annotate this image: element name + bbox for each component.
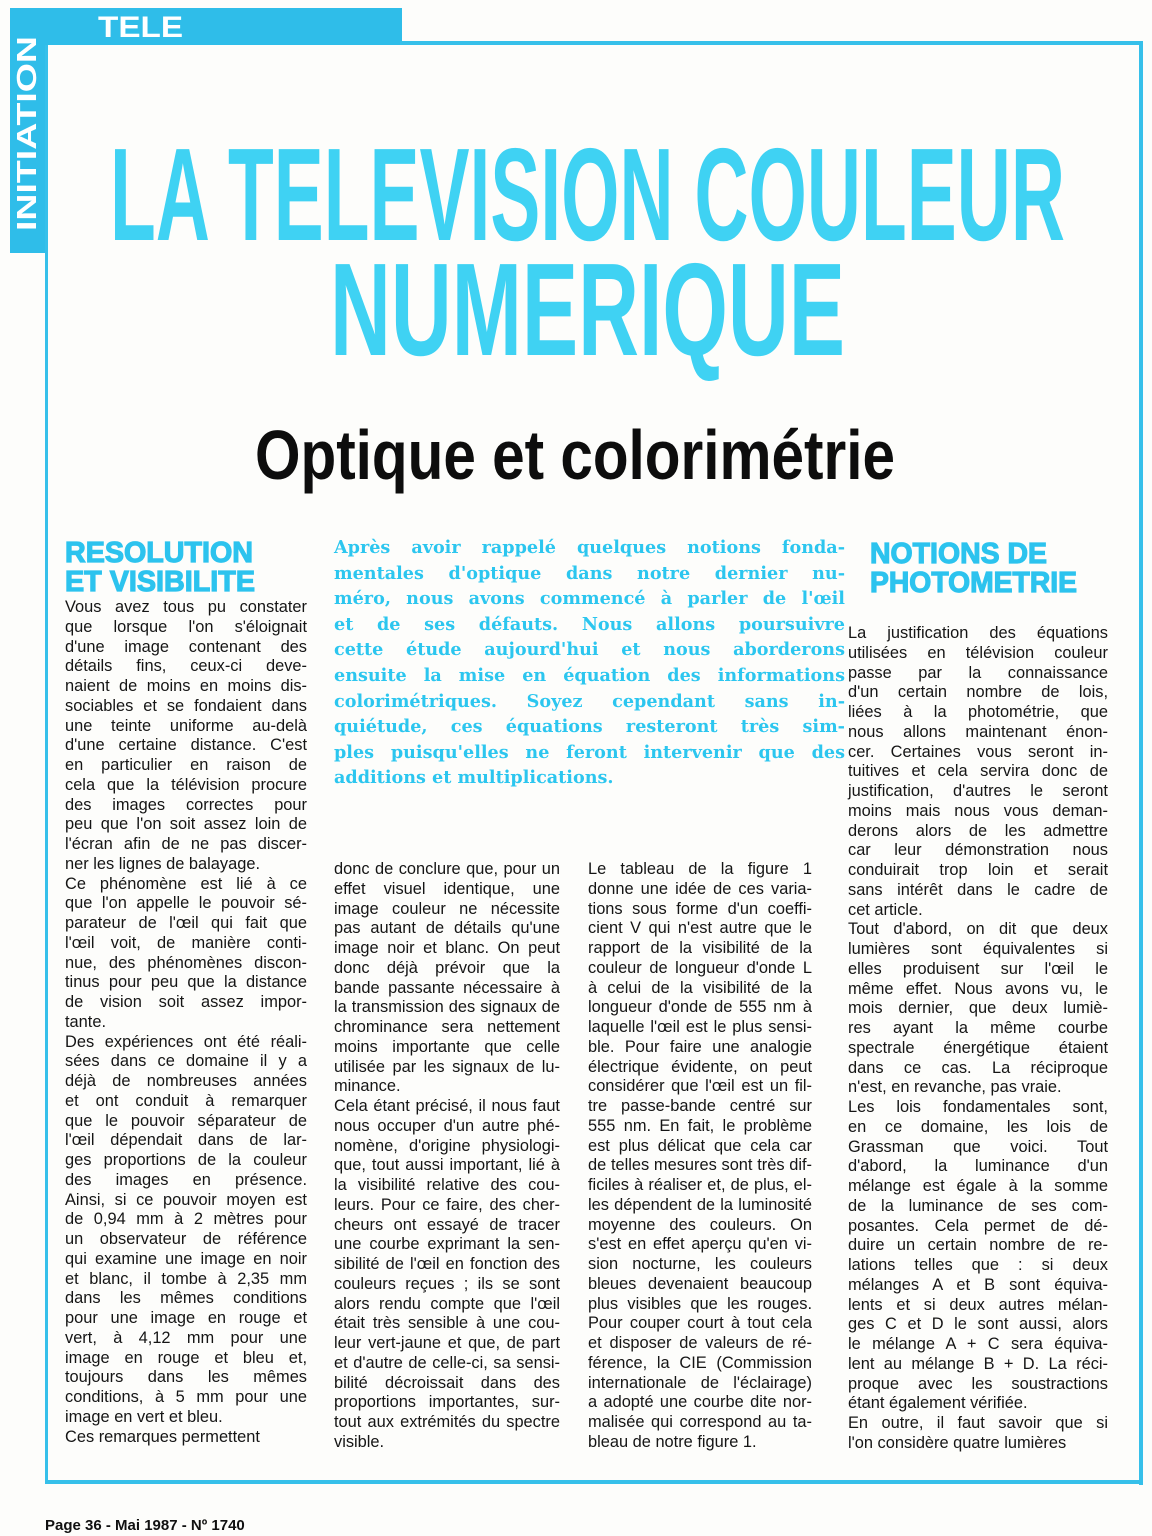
text-line: posantes. Cela permet de dé- <box>848 1216 1108 1235</box>
text-line: un observateur de référence <box>65 1230 307 1248</box>
column-2-text <box>334 860 560 1453</box>
text-line: tinus pour peu que la distance <box>65 973 307 992</box>
text-line: pas autant de détails qu'une <box>334 919 560 938</box>
text-line: tout aux extrémités du spectre <box>334 1413 560 1431</box>
text-line: nous occuper d'un autre phé- <box>334 1116 560 1135</box>
col4-heading-line-2: PHOTOMETRIE <box>870 567 1077 599</box>
text-line: l'on considère quatre lumières <box>848 1433 1067 1452</box>
text-line: utilisées en télévision couleur <box>848 643 1108 662</box>
text-line: image couleur ne nécessite <box>334 899 560 918</box>
text-line: visible. <box>334 1432 385 1451</box>
col1-heading <box>60 535 270 600</box>
text-line: cient V qui n'est autre que le <box>588 919 812 938</box>
text-line: le mélange A + C sera équiva- <box>848 1335 1108 1353</box>
text-line: Pour couper court à tout cela <box>588 1314 812 1333</box>
text-line: n'est, en revanche, pas vraie. <box>848 1078 1062 1097</box>
text-line: une teinte uniforme au-delà <box>65 716 307 735</box>
text-line: utilisée par les signaux de lu- <box>334 1057 560 1076</box>
text-line: cela que la télévision procure <box>65 775 307 794</box>
intro-paragraph <box>334 535 845 791</box>
text-line: image en vert et bleu. <box>65 1407 223 1426</box>
text-line: lents et si deux autres mélan- <box>848 1295 1108 1314</box>
column-4-text <box>848 624 1108 1454</box>
text-line: La justification des équations <box>848 624 1108 642</box>
text-line: laquelle l'œil est le plus sensi- <box>588 1018 812 1036</box>
text-line: moins importante que celle <box>334 1037 560 1056</box>
text-line: dans ce cas. La réciproque <box>848 1058 1108 1077</box>
text-line: s'est en effet aperçu qu'en vi- <box>588 1235 812 1254</box>
text-line: passe par la connaissance <box>848 663 1108 682</box>
text-line: mélanges A et B sont équiva- <box>848 1275 1108 1294</box>
text-line: naient de moins en moins dis- <box>65 677 307 695</box>
text-line: considérer que l'œil est un fil- <box>588 1077 812 1096</box>
text-line: d'abord, la luminance d'un <box>848 1157 1108 1176</box>
title-line-1: LA TELEVISION COULEUR <box>110 121 1065 268</box>
text-line: et blanc, il tombe à 2,35 mm <box>65 1269 307 1288</box>
text-line: colorimétriques. Soyez cependant sans in- <box>334 690 845 712</box>
text-line: d'une image contenant des <box>65 637 307 656</box>
text-line: proque avec les soustractions <box>848 1374 1108 1393</box>
text-line: d'une certaine distance. C'est <box>65 736 307 755</box>
text-line: sociables et se fondaient dans <box>65 696 307 715</box>
text-line: Ce phénomène est lié à ce <box>65 874 307 893</box>
text-line: électrique évidente, on peut <box>588 1057 812 1076</box>
text-line: étant également vérifiée. <box>848 1394 1028 1413</box>
text-line: d'un certain nombre de lois, <box>848 683 1108 702</box>
text-line: de vision soit assez impor- <box>65 993 307 1011</box>
text-line: res ayant la même courbe <box>848 1019 1108 1037</box>
text-line: leurs. Pour ce faire, des cher- <box>334 1195 560 1214</box>
text-line: Ces remarques permettent <box>65 1427 260 1446</box>
text-line: minance. <box>334 1077 401 1096</box>
text-line: ficiles à réaliser et, de plus, el- <box>588 1176 812 1194</box>
text-line: l'œil dépendait dans de lar- <box>65 1131 307 1150</box>
text-line: cheurs ont essayé de tracer <box>334 1215 560 1234</box>
text-line: 555 nm. En fait, le problème <box>588 1116 812 1135</box>
text-line: sans intérêt dans le cadre de <box>848 880 1108 899</box>
text-line: donne une idée de ces varia- <box>588 879 812 898</box>
text-line: Des expériences ont été réali- <box>65 1032 307 1051</box>
text-line: férence, la CIE (Commission <box>588 1353 812 1372</box>
text-line: nous allons maintenant énon- <box>848 722 1108 741</box>
text-line: duire un certain nombre de re- <box>848 1236 1108 1255</box>
text-line: méro, nous avons commencé à parler de l'œil <box>334 588 845 610</box>
col1-heading-line-1: RESOLUTION <box>65 537 253 569</box>
column-3-text <box>588 860 812 1453</box>
column-1-text <box>65 598 307 1447</box>
text-line: ples puisqu'elles ne feront intervenir que des <box>334 741 845 763</box>
text-line: parateur de l'œil qui fait que <box>65 914 307 932</box>
text-line: que lorsque l'on s'éloignait <box>65 617 307 636</box>
text-line: dans les mêmes conditions <box>65 1289 307 1308</box>
text-line: bilité décroissait dans des <box>334 1373 560 1392</box>
text-line: plus visibles que les rouges. <box>588 1294 812 1313</box>
text-line: bande passante nécessaire à <box>334 978 560 997</box>
text-line: quiétude, ces équations resteront très sim- <box>334 716 845 738</box>
text-line: Après avoir rappelé quelques notions fonda- <box>334 537 845 558</box>
text-line: mentales d'optique dans notre dernier nu- <box>334 562 845 584</box>
text-line: à celui de la visibilité de la <box>588 978 812 997</box>
text-line: moins mais nous vous deman- <box>848 801 1108 820</box>
text-line: ges C et D le sont aussi, alors <box>848 1315 1108 1334</box>
text-line: mélange est égale à la somme <box>848 1177 1108 1195</box>
text-line: sées dans ce domaine il y a <box>65 1052 307 1071</box>
text-line: était très sensible à une cou- <box>334 1314 560 1333</box>
text-line: ble. Pour faire une analogie <box>588 1037 812 1056</box>
text-line: longueur d'onde de 555 nm à <box>588 998 812 1017</box>
text-line: des images correctes pour <box>65 795 307 814</box>
text-line: ensuite la mise en équation des informations <box>334 664 845 686</box>
subtitle: Optique et colorimétrie <box>255 416 895 494</box>
text-line: bleues devenaient beaucoup <box>588 1274 812 1293</box>
text-line: et ont conduit à remarquer <box>65 1091 307 1110</box>
text-line: malisée qui correspond au ta- <box>588 1413 812 1431</box>
text-line: en ce domaine, les lois de <box>848 1117 1108 1136</box>
text-line: la transmission des signaux de <box>334 998 560 1017</box>
col4-heading-line-1: NOTIONS DE <box>870 538 1047 570</box>
text-line: tre passe-bande centré sur <box>588 1097 812 1115</box>
text-line: nomène, d'origine physiologi- <box>334 1136 560 1155</box>
page-footer: Page 36 - Mai 1987 - Nº 1740 <box>45 1517 245 1534</box>
text-line: peu que l'on soit assez loin de <box>65 815 307 834</box>
text-line: Grassman que voici. Tout <box>848 1137 1108 1156</box>
col1-heading-line-2: ET VISIBILITE <box>65 566 255 598</box>
text-line: cette étude aujourd'hui et nous aborderons <box>334 639 845 661</box>
text-line: lumières sont équivalentes si <box>848 940 1108 958</box>
text-line: cet article. <box>848 900 923 919</box>
text-line: justification, d'autres le seront <box>848 782 1108 800</box>
text-line: de 0,94 mm à 2 mètres pour <box>65 1210 307 1229</box>
text-line: l'œil voit, de manière conti- <box>65 933 307 952</box>
text-line: pour une image en rouge et <box>65 1309 307 1327</box>
text-line: En outre, il faut savoir que si <box>848 1414 1108 1432</box>
text-line: sion nocturne, les couleurs <box>588 1255 812 1273</box>
text-line: cer. Certaines vous seront in- <box>848 742 1108 761</box>
text-line: image en rouge et bleu et, <box>65 1348 307 1367</box>
text-line: la visibilité relative des cou- <box>334 1176 560 1194</box>
text-line: rapport de la visibilité de la <box>588 939 812 957</box>
text-line: effet visuel identique, une <box>334 879 560 898</box>
text-line: tante. <box>65 1012 107 1031</box>
text-line: a adopté une courbe dite nor- <box>588 1393 812 1412</box>
text-line: Ainsi, si ce pouvoir moyen est <box>65 1190 307 1209</box>
text-line: liées à la photométrie, que <box>848 703 1108 721</box>
text-line: ges proportions de la couleur <box>65 1151 307 1169</box>
text-line: déjà de nombreuses années <box>65 1072 307 1090</box>
section-side-label: INITIATION <box>11 85 42 231</box>
text-line: alors rendu compte que l'œil <box>334 1294 560 1313</box>
text-line: l'écran afin de ne pas discer- <box>65 835 307 853</box>
text-line: les dépendent de la luminosité <box>588 1195 812 1214</box>
text-line: que l'on appelle le pouvoir sé- <box>65 894 307 913</box>
title-block <box>0 0 1152 520</box>
text-line: bleau de notre figure 1. <box>588 1432 757 1451</box>
text-line: conditions, à 5 mm pour une <box>65 1388 307 1406</box>
text-line: proportions importantes, sur- <box>334 1393 560 1412</box>
text-line: de la luminance de ses com- <box>848 1196 1108 1215</box>
text-line: mois dernier, que deux lumiè- <box>848 999 1108 1018</box>
text-line: et disposer de valeurs de ré- <box>588 1334 812 1352</box>
text-line: est plus délicat que cela car <box>588 1136 812 1155</box>
text-line: donc de conclure que, pour un <box>334 860 560 878</box>
text-line: tuitives et cela servira donc de <box>848 762 1108 781</box>
text-line: tions sous forme d'un coeffi- <box>588 899 812 918</box>
text-line: internationale de l'éclairage) <box>588 1373 812 1392</box>
text-line: même effet. Nous avons vu, le <box>848 979 1108 998</box>
text-line: Tout d'abord, on dit que deux <box>848 920 1108 939</box>
text-line: elles produisent sur l'œil le <box>848 959 1108 978</box>
text-line: couleurs reçues ; ils se sont <box>334 1274 560 1293</box>
text-line: Vous avez tous pu constater <box>65 598 307 616</box>
text-line: conduirait trop loin et serait <box>848 861 1108 879</box>
text-line: que, tout aussi important, lié à <box>334 1156 560 1175</box>
text-line: détails fins, ceux-ci deve- <box>65 657 307 676</box>
section-tag: TELE <box>98 11 183 44</box>
text-line: moyenne des couleurs. On <box>588 1215 812 1234</box>
text-line: sibilité de l'œil en fonction des <box>334 1255 560 1273</box>
text-line: que le pouvoir séparateur de <box>65 1111 307 1130</box>
text-line: des images en présence. <box>65 1170 307 1189</box>
text-line: donc déjà prévoir que la <box>334 958 560 977</box>
frame-bottom-border <box>45 1480 1143 1484</box>
text-line: lent au mélange B + D. La réci- <box>848 1354 1108 1373</box>
text-line: et d'autre de celle-ci, sa sensi- <box>334 1353 560 1372</box>
col4-heading <box>865 535 1095 600</box>
text-line: et de ses défauts. Nous allons poursuivre <box>334 613 845 635</box>
text-line: vert, à 4,12 mm pour une <box>65 1328 307 1347</box>
text-line: de telles mesures sont très dif- <box>588 1156 812 1175</box>
text-line: Le tableau de la figure 1 <box>588 860 812 878</box>
text-line: derons alors de les admettre <box>848 821 1108 840</box>
text-line: toujours dans les mêmes <box>65 1368 307 1387</box>
text-line: ner les lignes de balayage. <box>65 854 260 873</box>
text-line: couleur de longueur d'onde L <box>588 958 812 977</box>
text-line: spectrale énergétique étaient <box>848 1038 1108 1057</box>
text-line: en particulier en raison de <box>65 756 307 774</box>
text-line: nue, des phénomènes discon- <box>65 953 307 972</box>
text-line: car leur démonstration nous <box>848 841 1108 860</box>
text-line: qui examine une image en noir <box>65 1249 307 1268</box>
text-line: additions et multiplications. <box>334 767 614 789</box>
text-line: leur vert-jaune et que, de part <box>334 1334 560 1352</box>
title-line-2: NUMERIQUE <box>330 236 845 383</box>
text-line: une courbe exprimant la sen- <box>334 1235 560 1254</box>
text-line: Cela étant précisé, il nous faut <box>334 1097 560 1115</box>
text-line: image noir et blanc. On peut <box>334 939 560 957</box>
text-line: Les lois fondamentales sont, <box>848 1098 1108 1116</box>
text-line: lations telles que : si deux <box>848 1256 1108 1274</box>
text-line: chrominance sera nettement <box>334 1018 560 1036</box>
